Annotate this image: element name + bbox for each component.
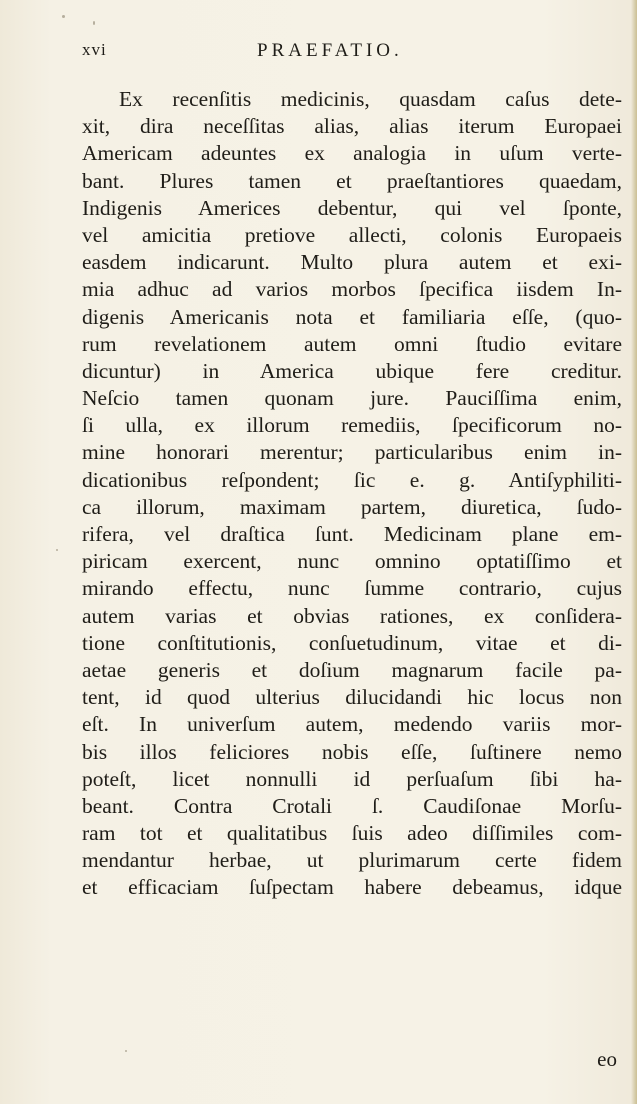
text-line: Indigenis Americes debentur, qui vel ſponte, xyxy=(82,195,622,220)
text-line: beant. Contra Crotali ſ. Caudiſonae Morſu- xyxy=(82,793,622,818)
text-line: bant. Plures tamen et praeſtantiores quaedam, xyxy=(82,168,622,193)
text-line: ſi ulla, ex illorum remediis, ſpecificorum no- xyxy=(82,413,622,438)
text-line: vel amicitia pretiove allecti, colonis Europaeis xyxy=(82,222,622,247)
text-line: mirando effectu, nunc ſumme contrario, cujus xyxy=(82,576,622,601)
paper-speck xyxy=(62,15,65,18)
text-line: eſt. In univerſum autem, medendo variis mor- xyxy=(82,712,622,737)
text-line: Americam adeuntes ex analogia in uſum verte- xyxy=(82,141,622,166)
text-line: aetae generis et doſium magnarum facile pa- xyxy=(82,657,622,682)
body-text xyxy=(82,86,622,902)
text-line: mine honorari merentur; particularibus enim in- xyxy=(82,440,622,465)
text-line: tione conſtitutionis, conſuetudinum, vitae et di- xyxy=(82,630,622,655)
text-line: xit, dira neceſſitas alias, alias iterum Europaei xyxy=(82,114,622,139)
text-line: ram tot et qualitatibus ſuis adeo diſſimiles com- xyxy=(82,821,622,846)
text-line: poteſt, licet nonnulli id perſuaſum ſibi ha- xyxy=(82,766,622,791)
text-line: rum revelationem autem omni ſtudio evitare xyxy=(82,331,622,356)
text-line: piricam exercent, nunc omnino optatiſſimo et xyxy=(82,549,622,574)
text-line: easdem indicarunt. Multo plura autem et exi- xyxy=(82,250,622,275)
text-line: et efficaciam ſuſpectam habere debeamus, idque xyxy=(82,875,622,900)
text-line: Ex recenſitis medicinis, quasdam caſus dete- xyxy=(119,87,622,111)
text-line: digenis Americanis nota et familiaria eſſe, (quo- xyxy=(82,304,622,329)
text-line: autem varias et obvias rationes, ex conſidera- xyxy=(82,603,622,628)
text-line: tent, id quod ulterius dilucidandi hic locus non xyxy=(82,685,622,710)
page-number: xvi xyxy=(82,40,107,59)
text-line: bis illos feliciores nobis eſſe, ſuſtinere nemo xyxy=(82,739,622,764)
catchword: eo xyxy=(597,1047,617,1071)
paper-speck xyxy=(125,1050,127,1052)
running-head xyxy=(82,40,622,70)
text-line: dicationibus reſpondent; ſic e. g. Antiſyphiliti- xyxy=(82,467,622,492)
paper-speck xyxy=(56,549,58,551)
text-line: mia adhuc ad varios morbos ſpecifica iisdem In- xyxy=(82,277,622,302)
text-line: rifera, vel draſtica ſunt. Medicinam plane em- xyxy=(82,522,622,546)
page-edge-shadow xyxy=(631,0,637,1104)
paper-speck xyxy=(93,21,95,25)
text-line: Neſcio tamen quonam jure. Pauciſſima enim, xyxy=(82,386,622,411)
running-title: PRAEFATIO. xyxy=(257,40,403,61)
text-line: ca illorum, maximam partem, diuretica, ſudo- xyxy=(82,494,622,519)
text-line: mendantur herbae, ut plurimarum certe fidem xyxy=(82,848,622,873)
text-line: dicuntur) in America ubique fere creditur. xyxy=(82,358,622,383)
